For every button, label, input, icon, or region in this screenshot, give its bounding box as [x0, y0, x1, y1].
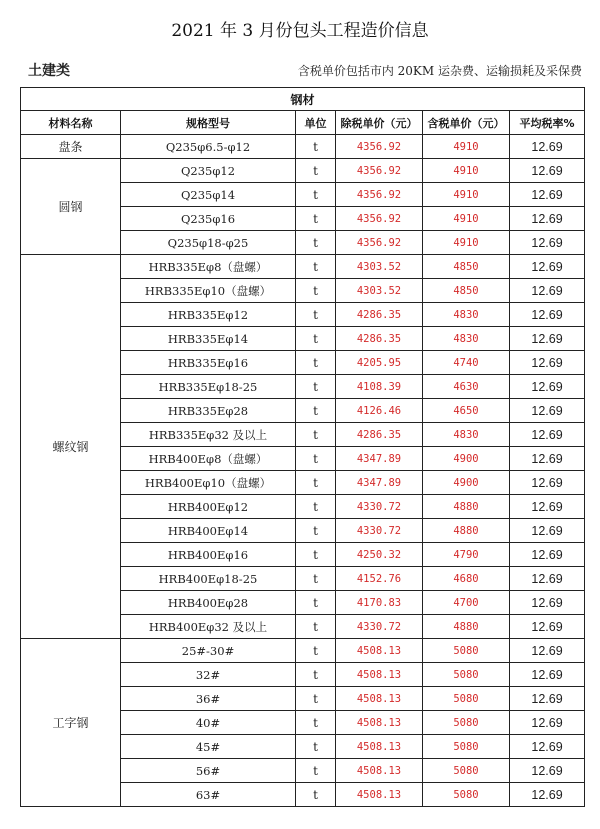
material-name-cell: 工字钢 — [21, 639, 121, 807]
tax-incl-price-cell: 4680 — [423, 567, 510, 591]
tax-incl-price-cell: 4740 — [423, 351, 510, 375]
header-spec: 规格型号 — [121, 111, 296, 135]
table-row — [21, 639, 585, 663]
spec-cell: HRB400Eφ32 及以上 — [121, 615, 296, 639]
unit-cell: t — [296, 135, 336, 159]
avg-tax-rate-cell: 12.69 — [510, 711, 585, 735]
tax-incl-price-cell: 4880 — [423, 615, 510, 639]
avg-tax-rate-cell: 12.69 — [510, 591, 585, 615]
header-unit: 单位 — [296, 111, 336, 135]
unit-cell: t — [296, 639, 336, 663]
tax-incl-price-cell: 4830 — [423, 327, 510, 351]
spec-cell: 32# — [121, 663, 296, 687]
avg-tax-rate-cell: 12.69 — [510, 783, 585, 807]
avg-tax-rate-cell: 12.69 — [510, 687, 585, 711]
pre-tax-price-cell: 4356.92 — [336, 231, 423, 255]
spec-cell: HRB335Eφ8（盘螺） — [121, 255, 296, 279]
unit-cell: t — [296, 615, 336, 639]
table-row — [21, 255, 585, 279]
spec-cell: 45# — [121, 735, 296, 759]
unit-cell: t — [296, 471, 336, 495]
unit-cell: t — [296, 351, 336, 375]
spec-cell: HRB400Eφ18-25 — [121, 567, 296, 591]
table-row — [21, 159, 585, 183]
unit-cell: t — [296, 567, 336, 591]
tax-incl-price-cell: 4650 — [423, 399, 510, 423]
unit-cell: t — [296, 543, 336, 567]
tax-incl-price-cell: 4910 — [423, 135, 510, 159]
spec-cell: 40# — [121, 711, 296, 735]
spec-cell: HRB400Eφ28 — [121, 591, 296, 615]
avg-tax-rate-cell: 12.69 — [510, 447, 585, 471]
spec-cell: HRB335Eφ16 — [121, 351, 296, 375]
avg-tax-rate-cell: 12.69 — [510, 759, 585, 783]
tax-incl-price-cell: 4910 — [423, 183, 510, 207]
unit-cell: t — [296, 735, 336, 759]
pre-tax-price-cell: 4286.35 — [336, 327, 423, 351]
document-title: 2021 年 3 月份包头工程造价信息 — [171, 21, 429, 41]
pre-tax-price-cell: 4508.13 — [336, 687, 423, 711]
table-body — [21, 135, 585, 807]
unit-cell: t — [296, 183, 336, 207]
tax-incl-price-cell: 5080 — [423, 735, 510, 759]
avg-tax-rate-cell: 12.69 — [510, 231, 585, 255]
pre-tax-price-cell: 4356.92 — [336, 159, 423, 183]
avg-tax-rate-cell: 12.69 — [510, 735, 585, 759]
spec-cell: 36# — [121, 687, 296, 711]
header-pre-tax-price: 除税单价（元） — [336, 111, 423, 135]
pre-tax-price-cell: 4347.89 — [336, 447, 423, 471]
spec-cell: HRB400Eφ16 — [121, 543, 296, 567]
avg-tax-rate-cell: 12.69 — [510, 183, 585, 207]
tax-incl-price-cell: 4790 — [423, 543, 510, 567]
spec-cell: 63# — [121, 783, 296, 807]
table-caption: 钢材 — [21, 88, 585, 111]
material-name-cell: 盘条 — [21, 135, 121, 159]
pre-tax-price-cell: 4286.35 — [336, 423, 423, 447]
tax-incl-price-cell: 4880 — [423, 495, 510, 519]
pre-tax-price-cell: 4152.76 — [336, 567, 423, 591]
tax-incl-price-cell: 5080 — [423, 783, 510, 807]
spec-cell: Q235φ14 — [121, 183, 296, 207]
unit-cell: t — [296, 663, 336, 687]
unit-cell: t — [296, 759, 336, 783]
tax-incl-price-cell: 4910 — [423, 231, 510, 255]
unit-cell: t — [296, 399, 336, 423]
unit-cell: t — [296, 591, 336, 615]
unit-cell: t — [296, 327, 336, 351]
pre-tax-price-cell: 4330.72 — [336, 519, 423, 543]
tax-incl-price-cell: 4910 — [423, 207, 510, 231]
pre-tax-price-cell: 4508.13 — [336, 735, 423, 759]
avg-tax-rate-cell: 12.69 — [510, 303, 585, 327]
pre-tax-price-cell: 4126.46 — [336, 399, 423, 423]
pre-tax-price-cell: 4250.32 — [336, 543, 423, 567]
pre-tax-price-cell: 4356.92 — [336, 183, 423, 207]
pre-tax-price-cell: 4356.92 — [336, 207, 423, 231]
unit-cell: t — [296, 303, 336, 327]
unit-cell: t — [296, 447, 336, 471]
header-material-name: 材料名称 — [21, 111, 121, 135]
spec-cell: HRB400Eφ10（盘螺） — [121, 471, 296, 495]
pre-tax-price-cell: 4303.52 — [336, 279, 423, 303]
pre-tax-price-cell: 4303.52 — [336, 255, 423, 279]
pre-tax-price-cell: 4508.13 — [336, 783, 423, 807]
avg-tax-rate-cell: 12.69 — [510, 135, 585, 159]
unit-cell: t — [296, 375, 336, 399]
tax-incl-price-cell: 5080 — [423, 663, 510, 687]
header-avg-tax-rate: 平均税率% — [510, 111, 585, 135]
pre-tax-price-cell: 4347.89 — [336, 471, 423, 495]
unit-cell: t — [296, 159, 336, 183]
unit-cell: t — [296, 687, 336, 711]
spec-cell: 25#-30# — [121, 639, 296, 663]
spec-cell: Q235φ18-φ25 — [121, 231, 296, 255]
pre-tax-price-cell: 4170.83 — [336, 591, 423, 615]
unit-cell: t — [296, 783, 336, 807]
unit-cell: t — [296, 423, 336, 447]
avg-tax-rate-cell: 12.69 — [510, 639, 585, 663]
spec-cell: HRB335Eφ10（盘螺） — [121, 279, 296, 303]
pre-tax-price-cell: 4356.92 — [336, 135, 423, 159]
tax-incl-price-cell: 4830 — [423, 423, 510, 447]
pre-tax-price-cell: 4108.39 — [336, 375, 423, 399]
header-tax-incl-price: 含税单价（元） — [423, 111, 510, 135]
avg-tax-rate-cell: 12.69 — [510, 159, 585, 183]
avg-tax-rate-cell: 12.69 — [510, 207, 585, 231]
pre-tax-price-cell: 4330.72 — [336, 495, 423, 519]
spec-cell: HRB335Eφ12 — [121, 303, 296, 327]
steel-price-table — [20, 87, 585, 807]
unit-cell: t — [296, 255, 336, 279]
spec-cell: HRB335Eφ28 — [121, 399, 296, 423]
tax-incl-price-cell: 4830 — [423, 303, 510, 327]
tax-incl-price-cell: 4630 — [423, 375, 510, 399]
spec-cell: HRB335Eφ14 — [121, 327, 296, 351]
material-name-cell: 螺纹钢 — [21, 255, 121, 639]
unit-cell: t — [296, 231, 336, 255]
avg-tax-rate-cell: 12.69 — [510, 615, 585, 639]
tax-incl-price-cell: 5080 — [423, 711, 510, 735]
avg-tax-rate-cell: 12.69 — [510, 567, 585, 591]
tax-incl-price-cell: 4850 — [423, 279, 510, 303]
material-name-cell: 圆钢 — [21, 159, 121, 255]
tax-incl-price-cell: 5080 — [423, 759, 510, 783]
spec-cell: Q235φ6.5-φ12 — [121, 135, 296, 159]
pre-tax-price-cell: 4330.72 — [336, 615, 423, 639]
avg-tax-rate-cell: 12.69 — [510, 255, 585, 279]
tax-incl-price-cell: 4900 — [423, 471, 510, 495]
spec-cell: HRB335Eφ18-25 — [121, 375, 296, 399]
pre-tax-price-cell: 4508.13 — [336, 759, 423, 783]
avg-tax-rate-cell: 12.69 — [510, 279, 585, 303]
unit-cell: t — [296, 207, 336, 231]
tax-incl-price-cell: 4850 — [423, 255, 510, 279]
avg-tax-rate-cell: 12.69 — [510, 351, 585, 375]
pre-tax-price-cell: 4205.95 — [336, 351, 423, 375]
pre-tax-price-cell: 4286.35 — [336, 303, 423, 327]
tax-incl-price-cell: 5080 — [423, 687, 510, 711]
pre-tax-price-cell: 4508.13 — [336, 711, 423, 735]
unit-cell: t — [296, 519, 336, 543]
table-row — [21, 135, 585, 159]
spec-cell: HRB400Eφ14 — [121, 519, 296, 543]
avg-tax-rate-cell: 12.69 — [510, 375, 585, 399]
price-note: 含税单价包括市内 20KM 运杂费、运输损耗及采保费 — [297, 64, 582, 78]
spec-cell: Q235φ12 — [121, 159, 296, 183]
unit-cell: t — [296, 711, 336, 735]
spec-cell: HRB335Eφ32 及以上 — [121, 423, 296, 447]
avg-tax-rate-cell: 12.69 — [510, 399, 585, 423]
tax-incl-price-cell: 5080 — [423, 639, 510, 663]
spec-cell: HRB400Eφ12 — [121, 495, 296, 519]
pre-tax-price-cell: 4508.13 — [336, 639, 423, 663]
avg-tax-rate-cell: 12.69 — [510, 495, 585, 519]
avg-tax-rate-cell: 12.69 — [510, 327, 585, 351]
tax-incl-price-cell: 4700 — [423, 591, 510, 615]
spec-cell: HRB400Eφ8（盘螺） — [121, 447, 296, 471]
unit-cell: t — [296, 279, 336, 303]
avg-tax-rate-cell: 12.69 — [510, 663, 585, 687]
avg-tax-rate-cell: 12.69 — [510, 471, 585, 495]
pre-tax-price-cell: 4508.13 — [336, 663, 423, 687]
tax-incl-price-cell: 4910 — [423, 159, 510, 183]
category-label: 土建类 — [28, 63, 70, 79]
tax-incl-price-cell: 4880 — [423, 519, 510, 543]
tax-incl-price-cell: 4900 — [423, 447, 510, 471]
avg-tax-rate-cell: 12.69 — [510, 543, 585, 567]
avg-tax-rate-cell: 12.69 — [510, 423, 585, 447]
spec-cell: 56# — [121, 759, 296, 783]
spec-cell: Q235φ16 — [121, 207, 296, 231]
unit-cell: t — [296, 495, 336, 519]
avg-tax-rate-cell: 12.69 — [510, 519, 585, 543]
